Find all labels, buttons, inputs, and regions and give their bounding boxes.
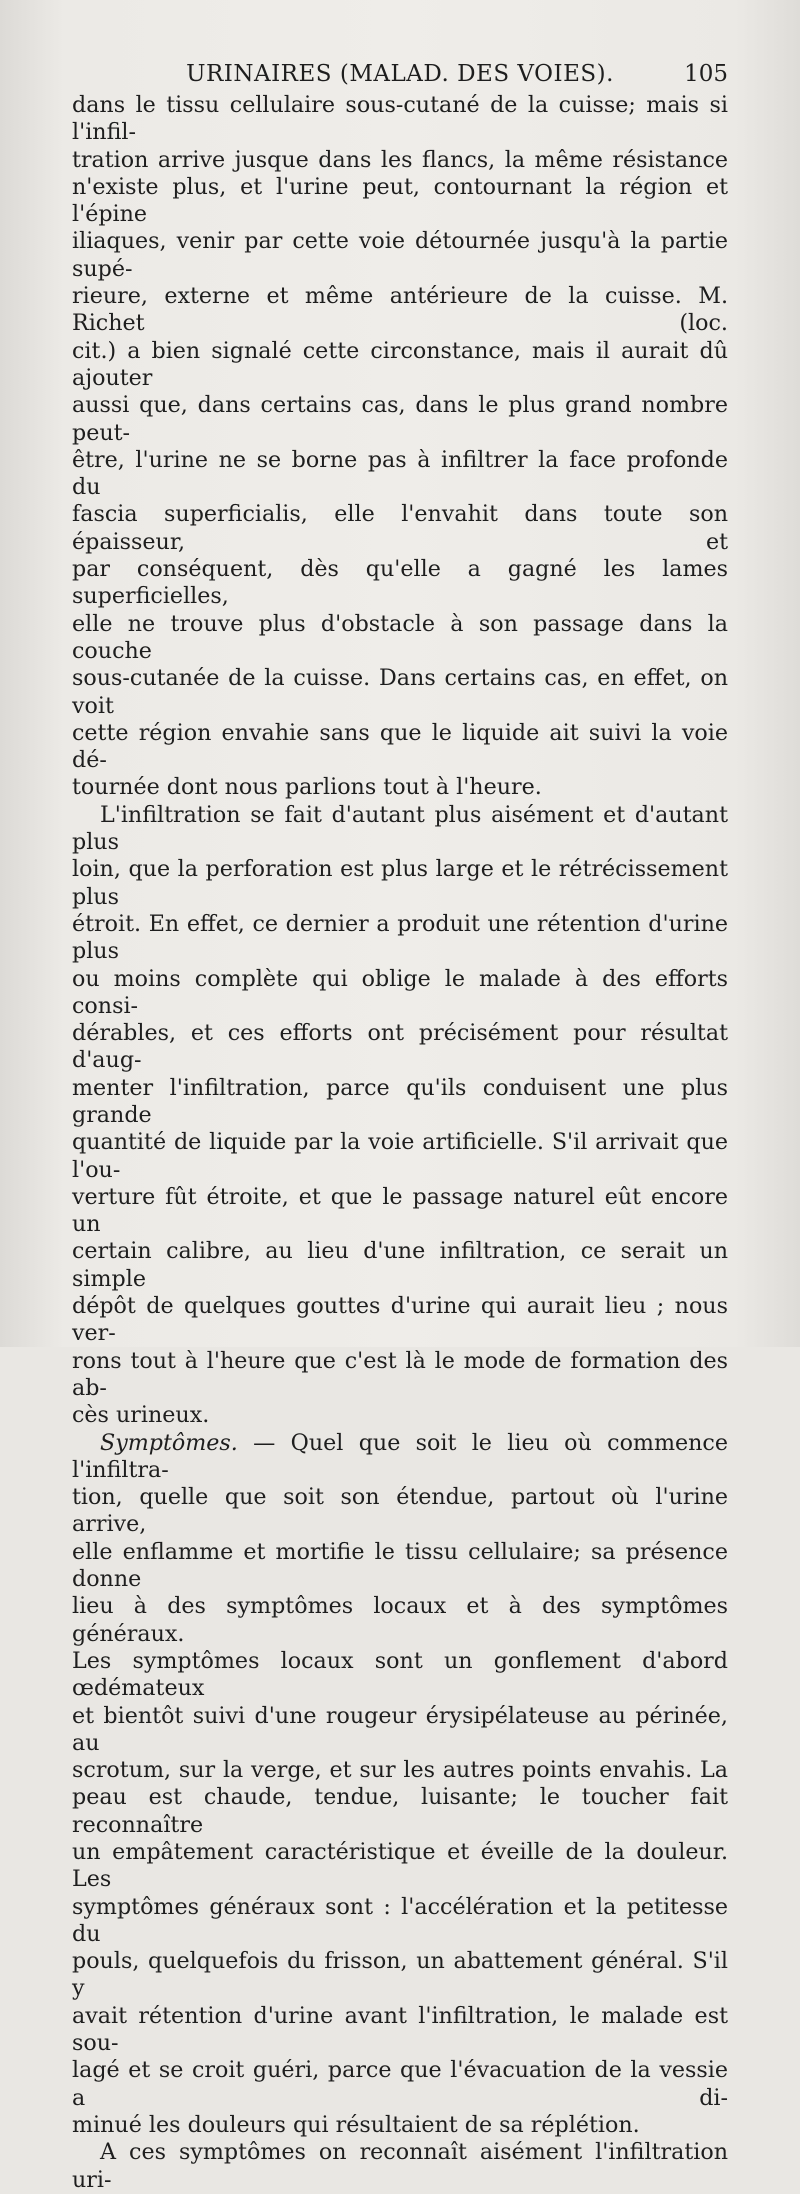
text-line: sous-cutanée de la cuisse. Dans certains cas, en effet, on voit <box>72 665 728 719</box>
text-line: pouls, quelquefois du frisson, un abattement général. S'il y <box>72 1948 728 2002</box>
text-line: tration arrive jusque dans les flancs, la même résistance <box>72 146 728 173</box>
text-line: dérables, et ces efforts ont précisément pour résultat d'aug- <box>72 1020 728 1074</box>
text-line: fascia superficialis, elle l'envahit dans toute son épaisseur, et <box>72 501 728 555</box>
text-line: L'infiltration se fait d'autant plus aisément et d'autant plus <box>72 801 728 856</box>
text-line <box>72 1430 728 1485</box>
body-text <box>72 92 728 2194</box>
text-line: avait rétention d'urine avant l'infiltration, le malade est sou- <box>72 2002 728 2057</box>
text-line: rons tout à l'heure que c'est là le mode de formation des ab- <box>72 1347 728 1401</box>
text-line: n'existe plus, et l'urine peut, contournant la région et l'épine <box>72 173 728 228</box>
text-line: iliaques, venir par cette voie détournée jusqu'à la partie supé- <box>72 228 728 282</box>
text-line: lagé et se croit guéri, parce que l'évacuation de la vessie a di- <box>72 2057 728 2111</box>
text-line-rest: — Quel que soit le lieu où commence l'infiltra- <box>72 1429 728 1483</box>
text-line: certain calibre, au lieu d'une infiltration, ce serait un simple <box>72 1238 728 1292</box>
text-line: aussi que, dans certains cas, dans le plus grand nombre peut- <box>72 392 728 446</box>
text-line: dépôt de quelques gouttes d'urine qui aurait lieu ; nous ver- <box>72 1293 728 1347</box>
text-line: et bientôt suivi d'une rougeur érysipélateuse au périnée, au <box>72 1702 728 1756</box>
text-line: peau est chaude, tendue, luisante; le toucher fait reconnaître <box>72 1784 728 1838</box>
text-line: cette région envahie sans que le liquide ait suivi la voie dé- <box>72 719 728 774</box>
text-line: tion, quelle que soit son étendue, partout où l'urine arrive, <box>72 1484 728 1538</box>
text-line: elle enflamme et mortifie le tissu cellulaire; sa présence donne <box>72 1538 728 1593</box>
section-heading-symptomes: Symptômes. <box>100 1429 238 1456</box>
text-line: étroit. En effet, ce dernier a produit une rétention d'urine plus <box>72 910 728 965</box>
text-line: cès urineux. <box>72 1402 210 1429</box>
text-line: scrotum, sur la verge, et sur les autres points envahis. La <box>72 1757 728 1784</box>
text-line: rieure, externe et même antérieure de la cuisse. M. Richet (loc. <box>72 283 728 337</box>
text-line: loin, que la perforation est plus large et le rétrécissement plus <box>72 856 728 910</box>
page-number: 105 <box>684 61 728 87</box>
text-line: Les symptômes locaux sont un gonflement d'abord œdémateux <box>72 1647 728 1702</box>
text-line: dans le tissu cellulaire sous-cutané de la cuisse; mais si l'infil- <box>72 92 728 146</box>
text-line: verture fût étroite, et que le passage naturel eût encore un <box>72 1183 728 1238</box>
text-line: elle ne trouve plus d'obstacle à son passage dans la couche <box>72 610 728 664</box>
text-line: minué les douleurs qui résultaient de sa réplétion. <box>72 2111 640 2138</box>
text-line: par conséquent, dès qu'elle a gagné les lames superficielles, <box>72 556 728 610</box>
text-line: un empâtement caractéristique et éveille de la douleur. Les <box>72 1839 728 1893</box>
text-line: tournée dont nous parlions tout à l'heure. <box>72 774 542 801</box>
text-line: symptômes généraux sont : l'accélération et la petitesse du <box>72 1893 728 1947</box>
text-line: menter l'infiltration, parce qu'ils conduisent une plus grande <box>72 1074 728 1128</box>
page-header <box>72 58 728 90</box>
text-line: être, l'urine ne se borne pas à infiltrer la face profonde du <box>72 446 728 501</box>
text-line: ou moins complète qui oblige le malade à des efforts consi- <box>72 965 728 1019</box>
text-line: A ces symptômes on reconnaît aisément l'infiltration uri- <box>72 2139 728 2193</box>
text-line: lieu à des symptômes locaux et à des symptômes généraux. <box>72 1593 728 1647</box>
text-line: quantité de liquide par la voie artificielle. S'il arrivait que l'ou- <box>72 1129 728 1183</box>
text-line: cit.) a bien signalé cette circonstance, mais il aurait dû ajouter <box>72 337 728 391</box>
running-head: URINAIRES (MALAD. DES VOIES). <box>186 61 614 87</box>
